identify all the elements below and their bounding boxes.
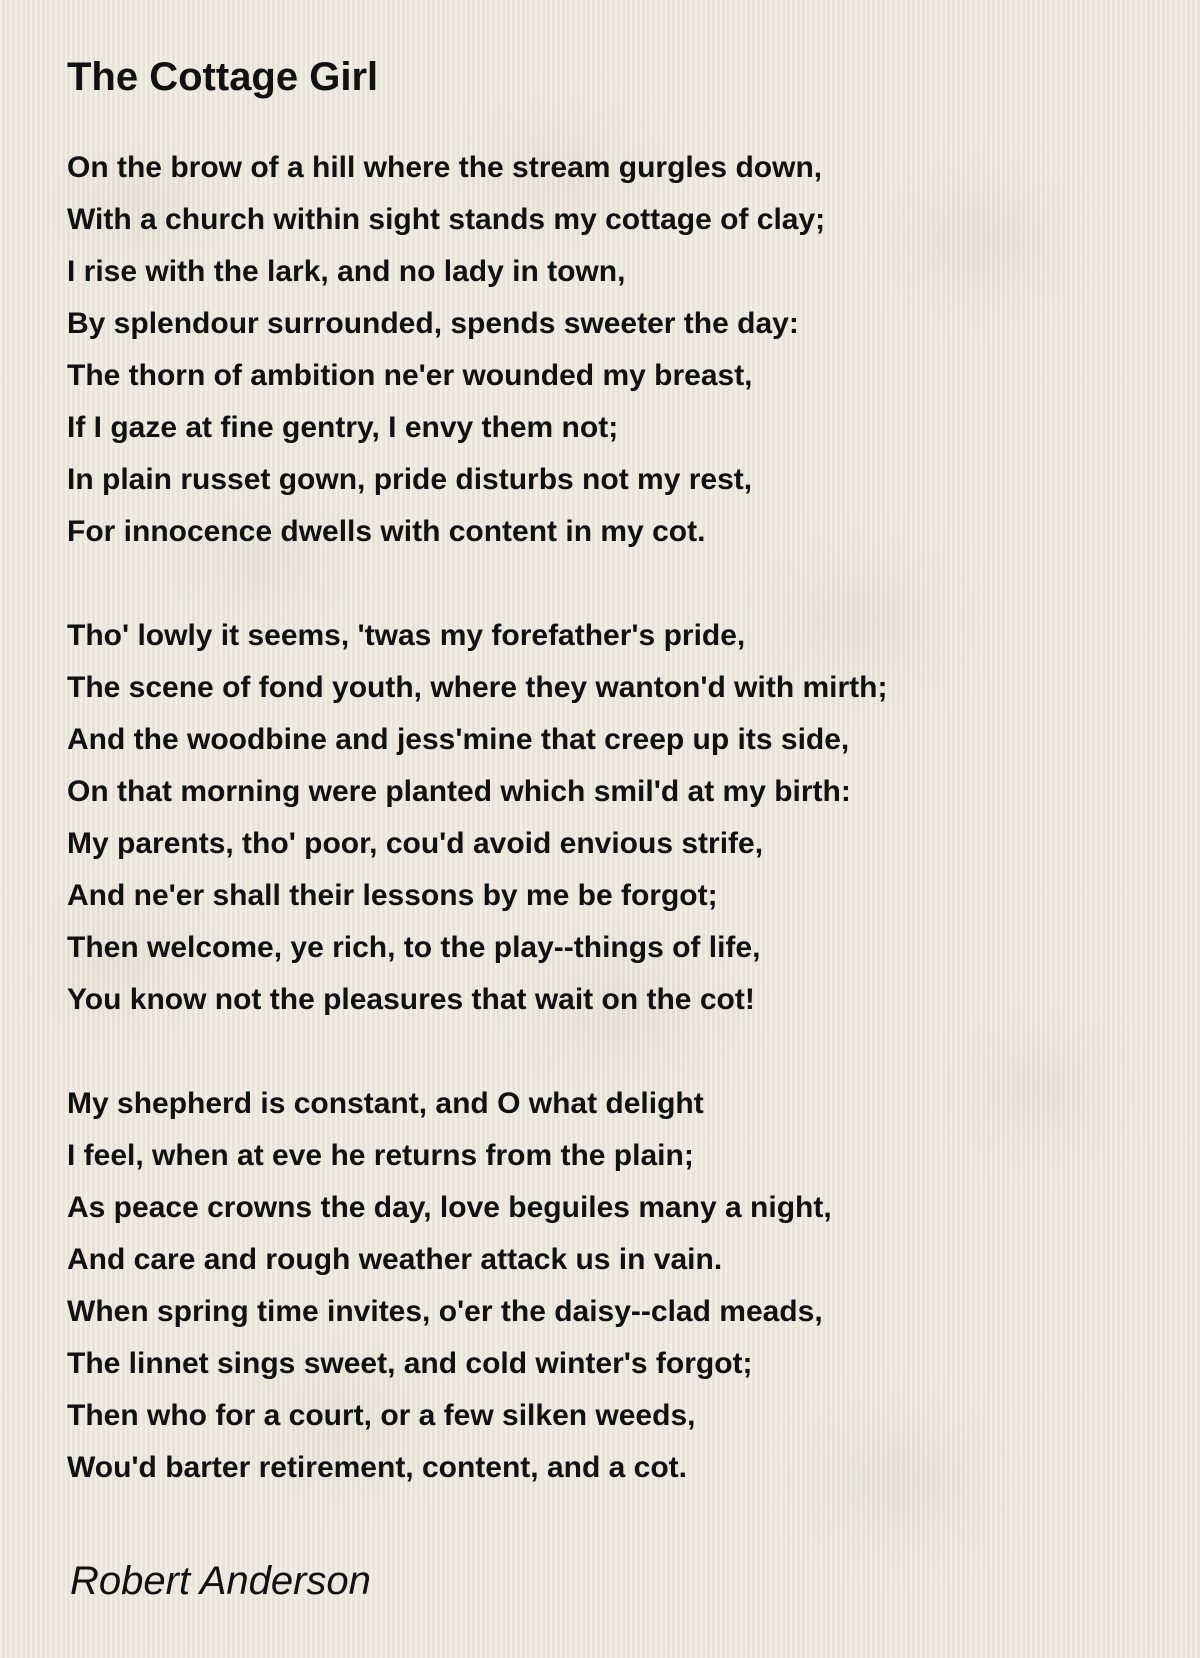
poem-line: With a church within sight stands my cottage of clay; xyxy=(67,203,826,236)
stanza xyxy=(67,610,1160,1026)
poem-line: Then who for a court, or a few silken weeds, xyxy=(67,1399,696,1432)
poem-line: On that morning were planted which smil'd at my birth: xyxy=(67,775,851,808)
poem-line: And the woodbine and jess'mine that creep up its side, xyxy=(67,723,850,756)
poem-line: I rise with the lark, and no lady in town, xyxy=(67,255,626,288)
poem-line: By splendour surrounded, spends sweeter the day: xyxy=(67,307,799,340)
stanza xyxy=(67,142,1160,558)
poem-line: My shepherd is constant, and O what delight xyxy=(67,1087,704,1120)
poem-line: The linnet sings sweet, and cold winter's forgot; xyxy=(67,1347,753,1380)
stanza xyxy=(67,1078,1160,1494)
poem-line: The thorn of ambition ne'er wounded my breast, xyxy=(67,359,753,392)
poem-line: On the brow of a hill where the stream gurgles down, xyxy=(67,151,823,184)
poem-line: When spring time invites, o'er the daisy--clad meads, xyxy=(67,1295,823,1328)
poem-line: And ne'er shall their lessons by me be forgot; xyxy=(67,879,718,912)
poem-line: You know not the pleasures that wait on the cot! xyxy=(67,983,755,1016)
poem-author: Robert Anderson xyxy=(70,1559,371,1603)
poem-line: For innocence dwells with content in my cot. xyxy=(67,515,706,548)
poem-line: My parents, tho' poor, cou'd avoid envious strife, xyxy=(67,827,764,860)
poem-line: In plain russet gown, pride disturbs not my rest, xyxy=(67,463,753,496)
poem-line: I feel, when at eve he returns from the plain; xyxy=(67,1139,694,1172)
poem-page xyxy=(67,52,1160,1546)
poem-line: The scene of fond youth, where they wanton'd with mirth; xyxy=(67,671,888,704)
poem-line: Then welcome, ye rich, to the play--things of life, xyxy=(67,931,761,964)
poem-body xyxy=(67,142,1160,1494)
poem-line: As peace crowns the day, love beguiles many a night, xyxy=(67,1191,832,1224)
poem-title: The Cottage Girl xyxy=(67,55,379,99)
poem-line: Wou'd barter retirement, content, and a cot. xyxy=(67,1451,687,1484)
poem-line: Tho' lowly it seems, 'twas my forefather's pride, xyxy=(67,619,746,652)
poem-line: And care and rough weather attack us in vain. xyxy=(67,1243,723,1276)
poem-line: If I gaze at fine gentry, I envy them not; xyxy=(67,411,619,444)
